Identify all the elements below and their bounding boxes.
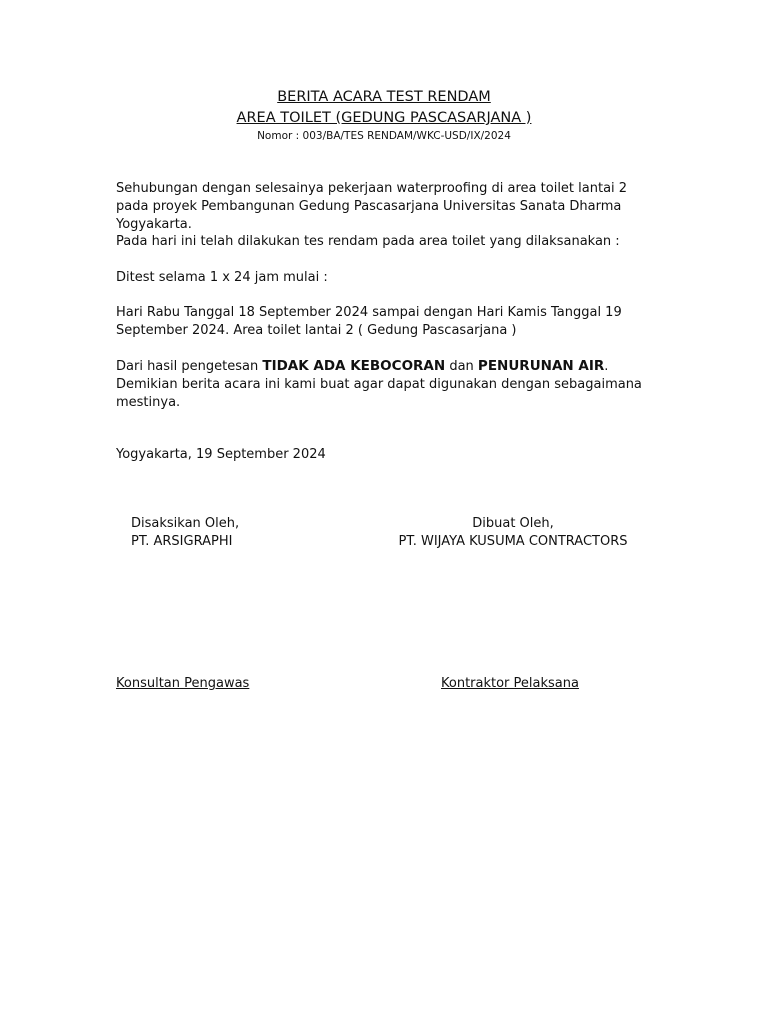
result-no-leak: TIDAK ADA KEBOCORAN: [262, 358, 446, 374]
maker-heading: Dibuat Oleh,: [472, 516, 554, 531]
result-text-pre: Dari hasil pengetesan: [116, 359, 263, 374]
witness-role: Konsultan Pengawas: [116, 676, 250, 691]
paragraph-test-statement: Pada hari ini telah dilakukan tes rendam pada area toilet yang dilaksanakan :: [116, 234, 620, 249]
result-text-post: . Demikian berita acara ini kami buat agar dapat digunakan dengan sebagaimana mestinya.: [116, 359, 642, 410]
result-water-drop: PENURUNAN AIR: [477, 358, 605, 374]
signature-block-witness: [131, 515, 239, 551]
witness-heading: Disaksikan Oleh,: [131, 516, 240, 531]
maker-role: Kontraktor Pelaksana: [441, 676, 579, 691]
witness-company: PT. ARSIGRAPHI: [131, 534, 233, 549]
paragraph-duration: Ditest selama 1 x 24 jam mulai :: [116, 270, 328, 285]
place-date: Yogyakarta, 19 September 2024: [116, 447, 326, 462]
document-title: BERITA ACARA TEST RENDAM: [277, 89, 491, 105]
document-number: Nomor : 003/BA/TES RENDAM/WKC-USD/IX/2024: [257, 130, 511, 142]
signature-block-maker: [398, 515, 628, 551]
result-text-mid: dan: [445, 359, 478, 374]
paragraph-intro: Sehubungan dengan selesainya pekerjaan waterproofing di area toilet lantai 2 pada proyek Pembangunan Gedung Pascasarjana Universitas Sanata Dharma Yogyakarta.: [116, 181, 628, 232]
maker-company: PT. WIJAYA KUSUMA CONTRACTORS: [398, 534, 628, 549]
paragraph-dates: Hari Rabu Tanggal 18 September 2024 sampai dengan Hari Kamis Tanggal 19 September 2024. Area toilet lantai 2 ( Gedung Pascasarjana ): [116, 305, 622, 338]
document-subtitle: AREA TOILET (GEDUNG PASCASARJANA ): [236, 110, 532, 126]
paragraph-result: [116, 357, 656, 412]
